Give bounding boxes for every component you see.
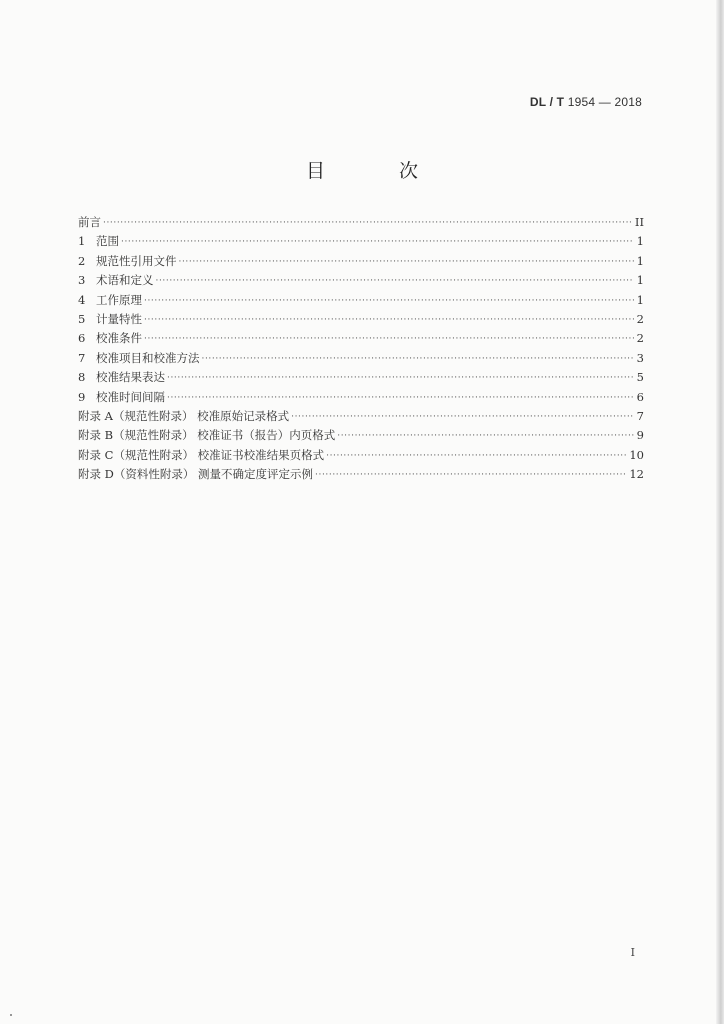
toc-leader-dots	[315, 470, 627, 480]
toc-entry[interactable]	[78, 311, 644, 330]
toc-entry-label: 校准时间间隔	[96, 389, 165, 404]
toc-entry-page: 1	[636, 273, 644, 288]
toc-entry-label: 规范性引用文件	[96, 253, 177, 268]
toc-entry[interactable]	[78, 272, 644, 291]
toc-entry-page: 2	[636, 311, 644, 326]
toc-entry-label: 附录 B（规范性附录） 校准证书（报告）内页格式	[78, 428, 336, 443]
toc-leader-dots	[167, 373, 634, 383]
toc-entry-number: 2	[78, 253, 86, 268]
toc-entry-number: 1	[78, 234, 86, 249]
toc-entry-label: 校准结果表达	[96, 370, 165, 385]
toc-entry-number: 4	[78, 292, 86, 307]
toc-entry[interactable]	[78, 389, 644, 408]
toc-entry-page: 1	[636, 253, 644, 268]
toc-entry[interactable]	[78, 253, 644, 272]
toc-entry-page: 12	[629, 467, 644, 482]
toc-entry-number: 9	[78, 389, 86, 404]
toc-entry[interactable]	[78, 214, 644, 233]
toc-leader-dots	[144, 296, 634, 306]
toc-entry-label: 校准条件	[96, 331, 142, 346]
toc-entry[interactable]	[78, 233, 644, 252]
toc-entry-page: 9	[636, 428, 644, 443]
toc-entry-page: 3	[636, 350, 644, 365]
toc-entry-appendix[interactable]	[78, 408, 644, 427]
toc-leader-dots	[291, 412, 634, 422]
standard-code-suffix: 1954 — 2018	[567, 95, 642, 109]
table-of-contents	[78, 214, 644, 485]
toc-entry-number: 5	[78, 311, 86, 326]
toc-leader-dots	[144, 334, 634, 344]
toc-entry[interactable]	[78, 350, 644, 369]
toc-entry-label: 附录 C（规范性附录） 校准证书校准结果页格式	[78, 447, 325, 462]
toc-entry-number: 8	[78, 370, 86, 385]
toc-entry-appendix[interactable]	[78, 466, 644, 485]
toc-entry-label: 校准项目和校准方法	[96, 350, 200, 365]
toc-entry-label: 前言	[78, 215, 101, 229]
toc-leader-dots	[337, 431, 634, 441]
toc-entry[interactable]	[78, 330, 644, 349]
toc-entry-label: 术语和定义	[96, 273, 154, 288]
toc-leader-dots	[121, 237, 634, 247]
toc-entry-label: 范围	[96, 234, 119, 249]
toc-entry-number: 7	[78, 350, 86, 365]
toc-entry-page: 2	[636, 331, 644, 346]
toc-entry-label: 工作原理	[96, 292, 142, 307]
toc-leader-dots	[103, 218, 633, 228]
toc-entry-page: 10	[629, 447, 644, 462]
toc-leader-dots	[202, 354, 635, 364]
toc-entry-number: 3	[78, 273, 86, 288]
scan-speck	[10, 1014, 12, 1016]
toc-entry-page: 6	[636, 389, 644, 404]
toc-entry-page: 5	[636, 370, 644, 385]
page-title: 目 次	[305, 160, 453, 182]
toc-entry-page: 1	[636, 234, 644, 249]
toc-leader-dots	[144, 315, 634, 325]
toc-leader-dots	[167, 393, 634, 403]
toc-leader-dots	[179, 257, 635, 267]
toc-entry-label: 附录 A（规范性附录） 校准原始记录格式	[78, 408, 290, 423]
toc-entry[interactable]	[78, 369, 644, 388]
page-number: I	[630, 946, 635, 959]
toc-entry-page: 1	[636, 292, 644, 307]
standard-code-prefix: DL / T	[529, 95, 565, 109]
toc-entry[interactable]	[78, 292, 644, 311]
toc-entry-label: 附录 D（资料性附录） 测量不确定度评定示例	[78, 467, 314, 482]
standard-code	[530, 95, 642, 109]
toc-leader-dots	[326, 451, 627, 461]
toc-entry-page: II	[634, 215, 644, 229]
toc-entry-appendix[interactable]	[78, 447, 644, 466]
toc-entry-page: 7	[636, 408, 644, 423]
scan-edge-shadow	[716, 0, 724, 1024]
toc-entry-appendix[interactable]	[78, 427, 644, 446]
toc-leader-dots	[156, 276, 635, 286]
toc-entry-label: 计量特性	[96, 311, 142, 326]
toc-entry-number: 6	[78, 331, 86, 346]
